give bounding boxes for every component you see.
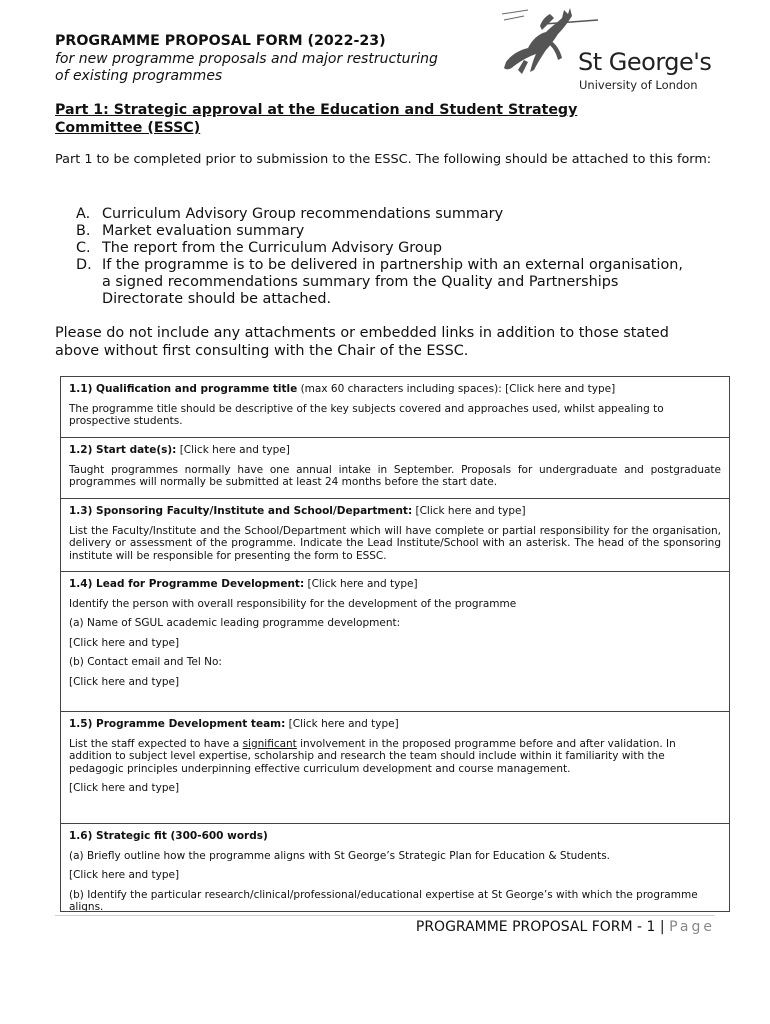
- list-item: [76, 223, 696, 240]
- section-label: 1.3) Sponsoring Faculty/Institute and School/Department:: [69, 505, 413, 517]
- part1-intro: Part 1 to be completed prior to submission to the ESSC. The following should be attached to this form:: [55, 152, 712, 167]
- page-footer: [416, 919, 715, 935]
- form-subtitle: [55, 51, 495, 85]
- proposal-form-table: [60, 376, 730, 912]
- section-description: Identify the person with overall responsibility for the development of the programme: [69, 597, 517, 610]
- section-label: 1.1) Qualification and programme title: [69, 383, 298, 395]
- footer-divider: [55, 915, 715, 916]
- team-details-field[interactable]: [Click here and type]: [69, 782, 180, 794]
- section-label: 1.2) Start date(s):: [69, 444, 177, 456]
- st-georges-logo: [498, 0, 720, 96]
- list-item-text: Market evaluation summary: [102, 223, 305, 239]
- section-1-2: [61, 438, 729, 499]
- section-question: (b) Contact email and Tel No:: [69, 656, 222, 668]
- section-1-3: [61, 499, 729, 572]
- list-marker: A.: [76, 206, 91, 222]
- form-subtitle-line: for new programme proposals and major restructuring: [55, 51, 438, 67]
- section-question: (b) Identify the particular research/clinical/professional/educational expertise at St George’s with which the programme aligns.: [69, 888, 698, 912]
- section-heading: [69, 505, 721, 518]
- description-text: involvement in the proposed programme before and after validation. In addition to subject level expertise, scholarship and research the team should include within it familiarity with the pedagogic principles underpinning effective curriculum development and course management.: [69, 737, 676, 775]
- section-description: Taught programmes normally have one annual intake in September. Proposals for undergraduate and postgraduate programmes will normally be submitted at least 24 months before the start date.: [69, 463, 721, 488]
- part1-heading-line: Part 1: Strategic approval at the Education and Student Strategy: [55, 102, 578, 118]
- list-item: [76, 206, 696, 223]
- list-marker: C.: [76, 240, 91, 256]
- section-heading: [69, 718, 721, 731]
- part1-heading: [55, 101, 655, 137]
- section-heading: [69, 830, 721, 843]
- list-item-text: If the programme is to be delivered in partnership with an external organisation, a signed recommendations summary from the Quality and Partnerships Directorate should be attached.: [102, 257, 683, 307]
- list-item-text: Curriculum Advisory Group recommendations summary: [102, 206, 504, 222]
- section-label: 1.5) Programme Development team:: [69, 718, 286, 730]
- form-title: PROGRAMME PROPOSAL FORM (2022-23): [55, 33, 386, 49]
- attachments-note: Please do not include any attachments or embedded links in addition to those stated above without first consulting with the Chair of the ESSC.: [55, 325, 669, 359]
- section-heading: [69, 578, 721, 591]
- logo-subtitle: University of London: [579, 78, 698, 92]
- title-input-field[interactable]: (max 60 characters including spaces): [Click here and type]: [297, 383, 616, 395]
- underlined-word: significant: [242, 737, 297, 750]
- part1-heading-line: Committee (ESSC): [55, 120, 201, 136]
- list-item-text: The report from the Curriculum Advisory Group: [102, 240, 442, 256]
- strategic-fit-field[interactable]: [Click here and type]: [69, 869, 180, 881]
- section-description: The programme title should be descriptive of the key subjects covered and approaches used, whilst appealing to prospective students.: [69, 402, 664, 427]
- section-description: List the Faculty/Institute and the School/Department which will have complete or partial responsibility for the organisation, delivery or assessment of the programme. Indicate the Lead Institute/School with an asterisk. The head of the sponsoring institute will be responsible for presenting the form to ESSC.: [69, 524, 721, 562]
- section-1-5: [61, 712, 729, 824]
- section-1-6: [61, 824, 729, 912]
- section-question: (a) Briefly outline how the programme aligns with St George’s Strategic Plan for Education & Students.: [69, 849, 611, 862]
- form-subtitle-line: of existing programmes: [55, 68, 223, 84]
- section-1-1: [61, 377, 729, 438]
- list-marker: D.: [76, 257, 92, 273]
- list-marker: B.: [76, 223, 91, 239]
- description-text: List the staff expected to have a: [69, 737, 243, 750]
- lead-input-field[interactable]: [Click here and type]: [304, 578, 418, 590]
- section-1-4: [61, 572, 729, 712]
- section-heading: [69, 444, 721, 457]
- section-label: 1.6) Strategic fit (300-600 words): [69, 830, 268, 842]
- section-heading: [69, 383, 721, 396]
- section-description: [69, 738, 721, 776]
- logo-wordmark: St George's: [578, 48, 712, 76]
- list-item: [76, 240, 696, 257]
- footer-text: PROGRAMME PROPOSAL FORM - 1 |: [415, 919, 670, 935]
- list-item: [76, 257, 696, 308]
- section-question: (a) Name of SGUL academic leading programme development:: [69, 617, 401, 629]
- academic-lead-name-field[interactable]: [Click here and type]: [69, 636, 180, 649]
- contact-details-field[interactable]: [Click here and type]: [69, 675, 180, 688]
- page-word: Page: [669, 919, 715, 935]
- attachments-list: [76, 206, 696, 308]
- start-date-input-field[interactable]: [Click here and type]: [176, 444, 290, 456]
- faculty-input-field[interactable]: [Click here and type]: [412, 505, 526, 517]
- section-label: 1.4) Lead for Programme Development:: [69, 578, 305, 590]
- team-input-field[interactable]: [Click here and type]: [285, 718, 399, 730]
